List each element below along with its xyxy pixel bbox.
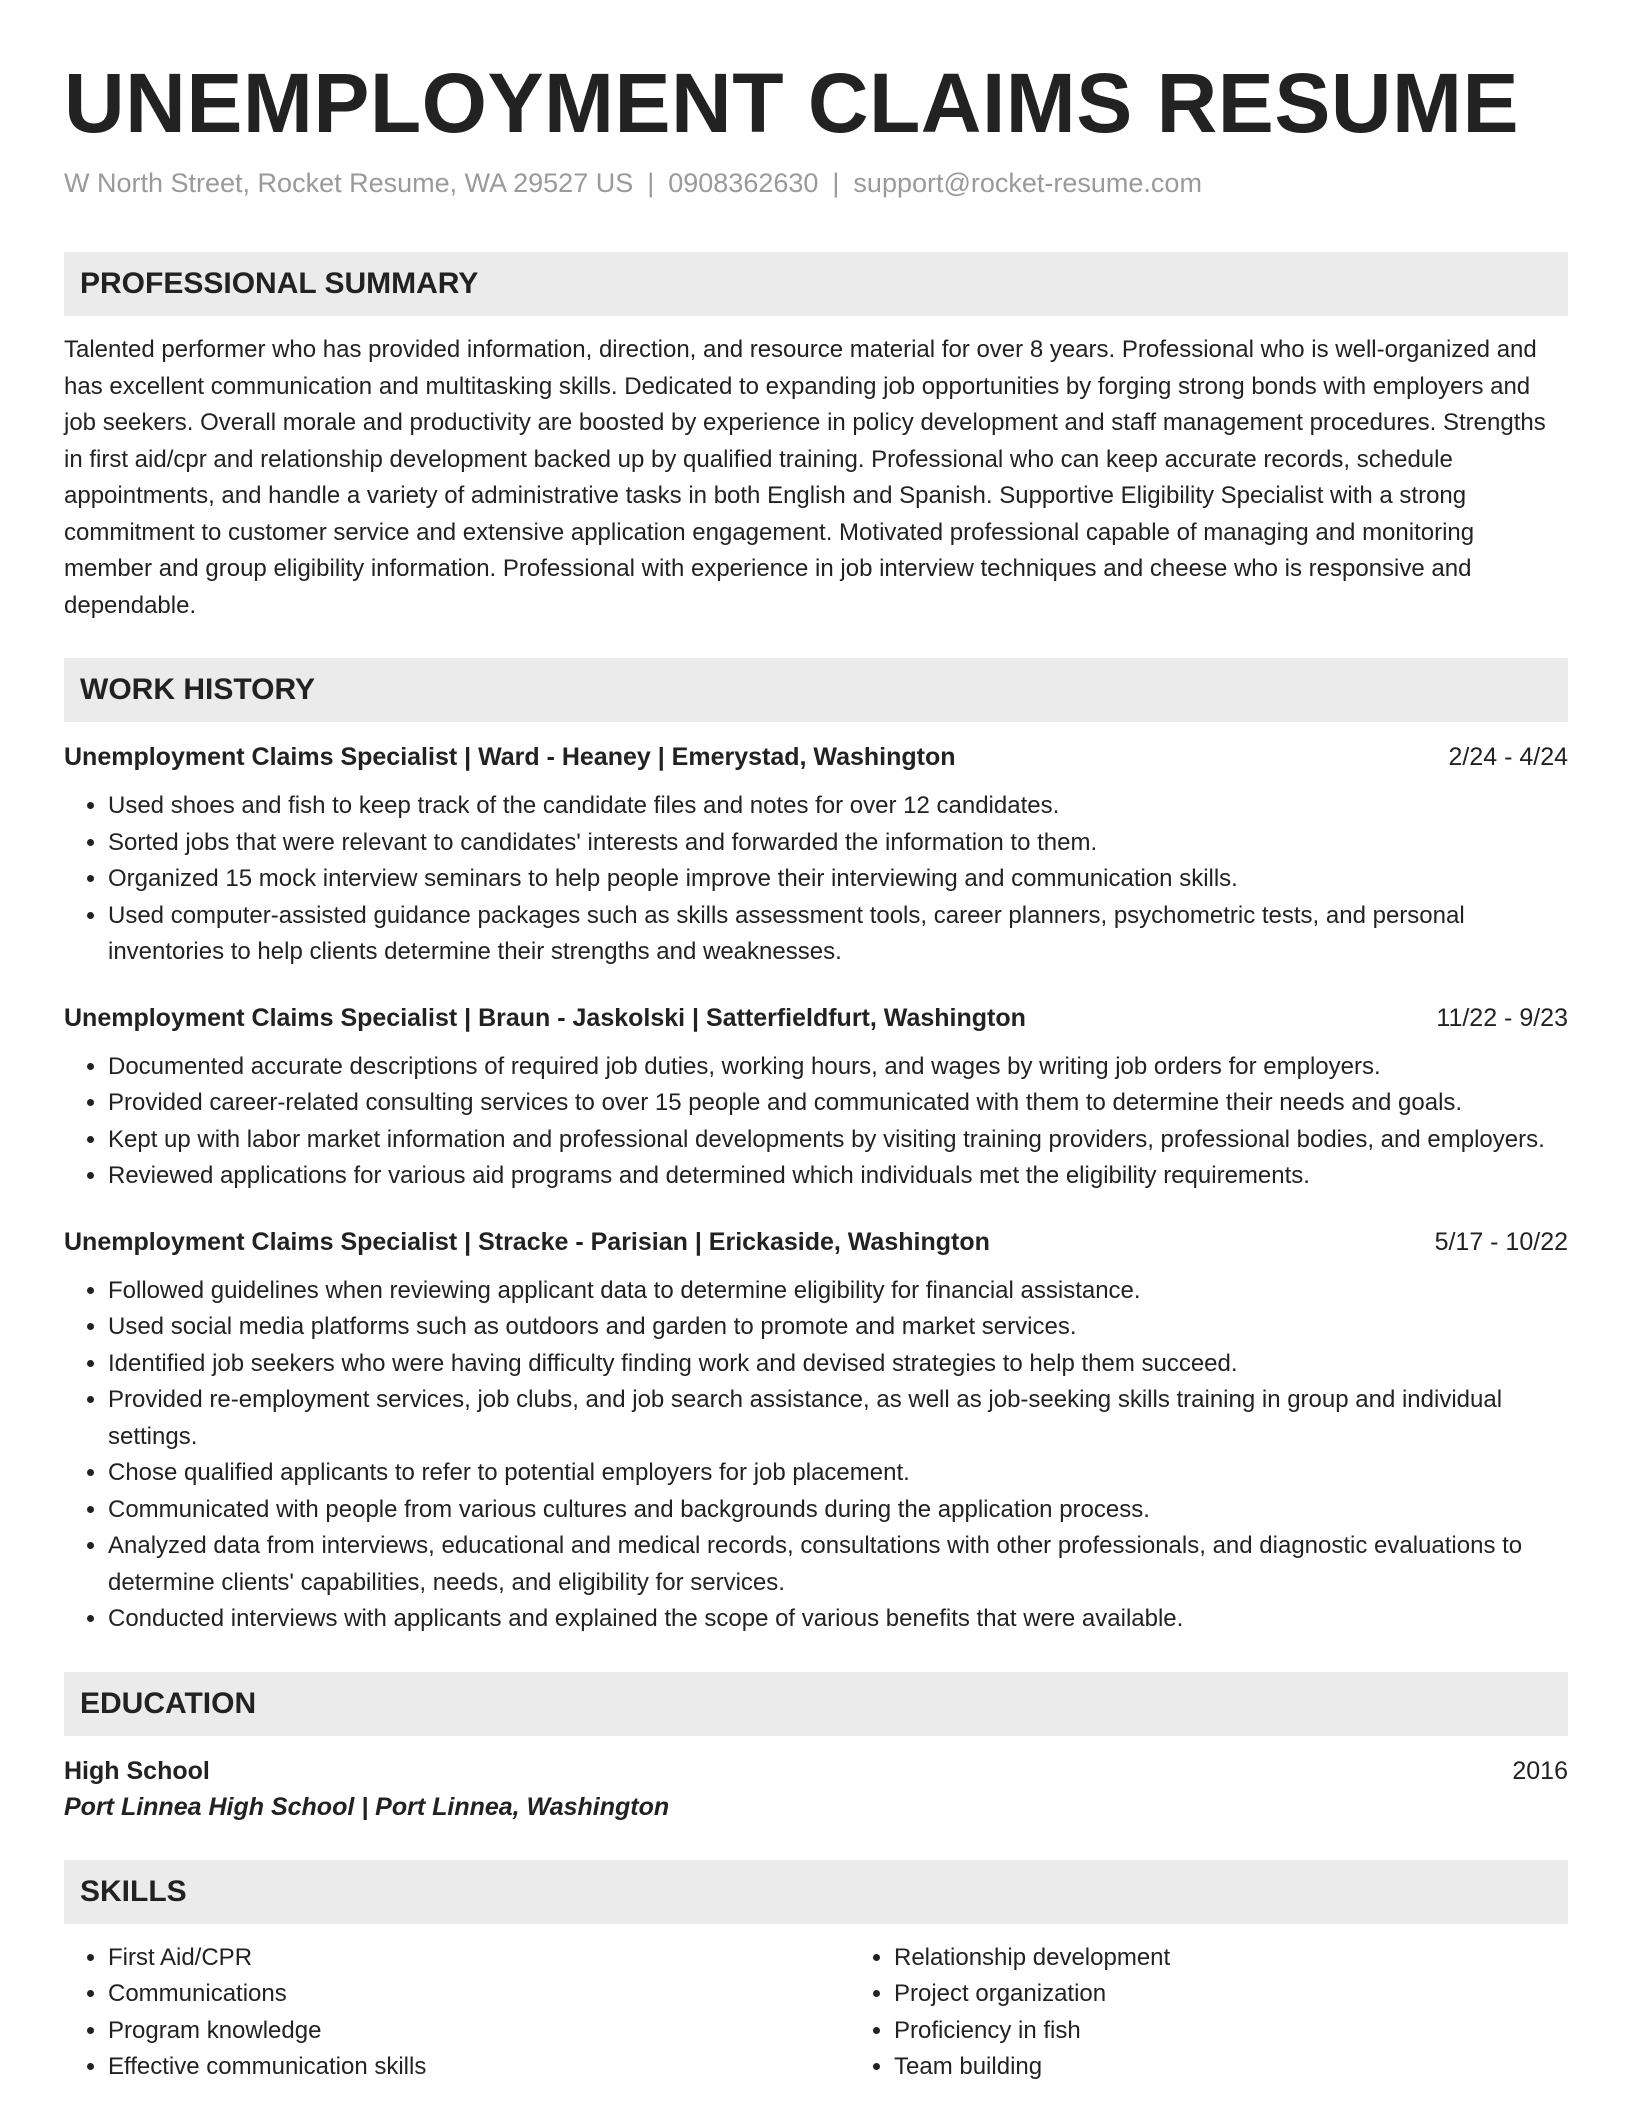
education-entry [64, 1754, 1568, 1788]
skill-item: • First Aid/CPR [108, 1940, 850, 1977]
job-bullets [64, 1273, 1568, 1638]
education-degree: High School [64, 1756, 210, 1785]
contact-line [64, 166, 1568, 200]
job-bullet: • Followed guidelines when reviewing applicant data to determine eligibility for financial assistance. [108, 1273, 1568, 1310]
skills-list [64, 1940, 1568, 2086]
job-bullet: • Organized 15 mock interview seminars to help people improve their interviewing and communication skills. [108, 861, 1568, 898]
skill-item: • Program knowledge [108, 2013, 850, 2050]
summary-heading: PROFESSIONAL SUMMARY [64, 252, 1568, 316]
skill-item: • Team building [894, 2049, 1170, 2086]
job-bullet: • Kept up with labor market information and professional developments by visiting training providers, professional bodies, and employers. [108, 1122, 1568, 1159]
job-bullet: • Sorted jobs that were relevant to candidates' interests and forwarded the information to them. [108, 825, 1568, 862]
work-history-heading: WORK HISTORY [64, 658, 1568, 722]
contact-separator: | [832, 168, 840, 198]
job-dates: 5/17 - 10/22 [1434, 1227, 1568, 1256]
job-bullet: • Used shoes and fish to keep track of the candidate files and notes for over 12 candidates. [108, 788, 1568, 825]
summary-text: Talented performer who has provided information, direction, and resource material for over 8 years. Professional who is well-organized and has excellent communication and multitasking skills. Dedicated to expanding job opportunities by forging strong bonds with employers and job seekers. Overall morale and productivity are boosted by experience in policy development and staff management procedures. Strengths in first aid/cpr and relationship development backed up by qualified training. Professional who can keep accurate records, schedule appointments, and handle a variety of administrative tasks in both English and Spanish. Supportive Eligibility Specialist with a strong commitment to customer service and extensive application engagement. Motivated professional capable of managing and monitoring member and group eligibility information. Professional with experience in job interview techniques and cheese who is responsive and dependable. [64, 336, 1546, 619]
skill-item: • Relationship development [894, 1940, 1170, 1977]
job-entry [64, 1225, 1568, 1638]
education-heading: EDUCATION [64, 1672, 1568, 1736]
contact-phone: 0908362630 [668, 168, 819, 198]
contact-separator: | [647, 168, 655, 198]
job-dates: 2/24 - 4/24 [1448, 743, 1568, 771]
skill-item: • Proficiency in fish [894, 2013, 1170, 2050]
job-bullets [64, 1049, 1568, 1195]
job-bullet: • Chose qualified applicants to refer to potential employers for job placement. [108, 1455, 1568, 1492]
job-bullet: • Conducted interviews with applicants and explained the scope of various benefits that were available. [108, 1601, 1568, 1638]
contact-email: support@rocket-resume.com [853, 168, 1202, 198]
skill-item: • Effective communication skills [108, 2049, 850, 2086]
skills-column-right [850, 1940, 1170, 2086]
job-bullet: • Communicated with people from various cultures and backgrounds during the application process. [108, 1492, 1568, 1529]
job-bullet: • Documented accurate descriptions of required job duties, working hours, and wages by writing job orders for employers. [108, 1049, 1568, 1086]
skills-heading: SKILLS [64, 1860, 1568, 1924]
job-bullet: • Provided re-employment services, job clubs, and job search assistance, as well as job-seeking skills training in group and individual settings. [108, 1382, 1568, 1455]
job-title: Unemployment Claims Specialist | Stracke - Parisian | Erickaside, Washington [64, 1227, 990, 1256]
job-bullet: • Used social media platforms such as outdoors and garden to promote and market services. [108, 1309, 1568, 1346]
job-bullet: • Used computer-assisted guidance packages such as skills assessment tools, career planners, psychometric tests, and personal inventories to help clients determine their strengths and weaknesses. [108, 898, 1568, 971]
contact-address: W North Street, Rocket Resume, WA 29527 US [64, 168, 634, 198]
skill-item: • Project organization [894, 1976, 1170, 2013]
job-bullet: • Provided career-related consulting services to over 15 people and communicated with them to determine their needs and goals. [108, 1085, 1568, 1122]
job-title: Unemployment Claims Specialist | Braun - Jaskolski | Satterfieldfurt, Washington [64, 1003, 1026, 1032]
job-bullet: • Reviewed applications for various aid programs and determined which individuals met the eligibility requirements. [108, 1158, 1568, 1195]
job-bullet: • Identified job seekers who were having difficulty finding work and devised strategies to help them succeed. [108, 1346, 1568, 1383]
job-title: Unemployment Claims Specialist | Ward - Heaney | Emerystad, Washington [64, 743, 956, 771]
education-year: 2016 [1512, 1756, 1568, 1785]
skill-item: • Communications [108, 1976, 850, 2013]
job-bullets [64, 788, 1568, 971]
resume-title: UNEMPLOYMENT CLAIMS RESUME [64, 56, 1520, 150]
education-school: Port Linnea High School | Port Linnea, Washington [64, 1792, 670, 1821]
skills-column-left [64, 1940, 850, 2086]
job-bullet: • Analyzed data from interviews, educational and medical records, consultations with other professionals, and diagnostic evaluations to determine clients' capabilities, needs, and eligibility for services. [108, 1528, 1568, 1601]
job-dates: 11/22 - 9/23 [1436, 1003, 1568, 1032]
job-entry [64, 1001, 1568, 1195]
job-entry [64, 740, 1568, 971]
